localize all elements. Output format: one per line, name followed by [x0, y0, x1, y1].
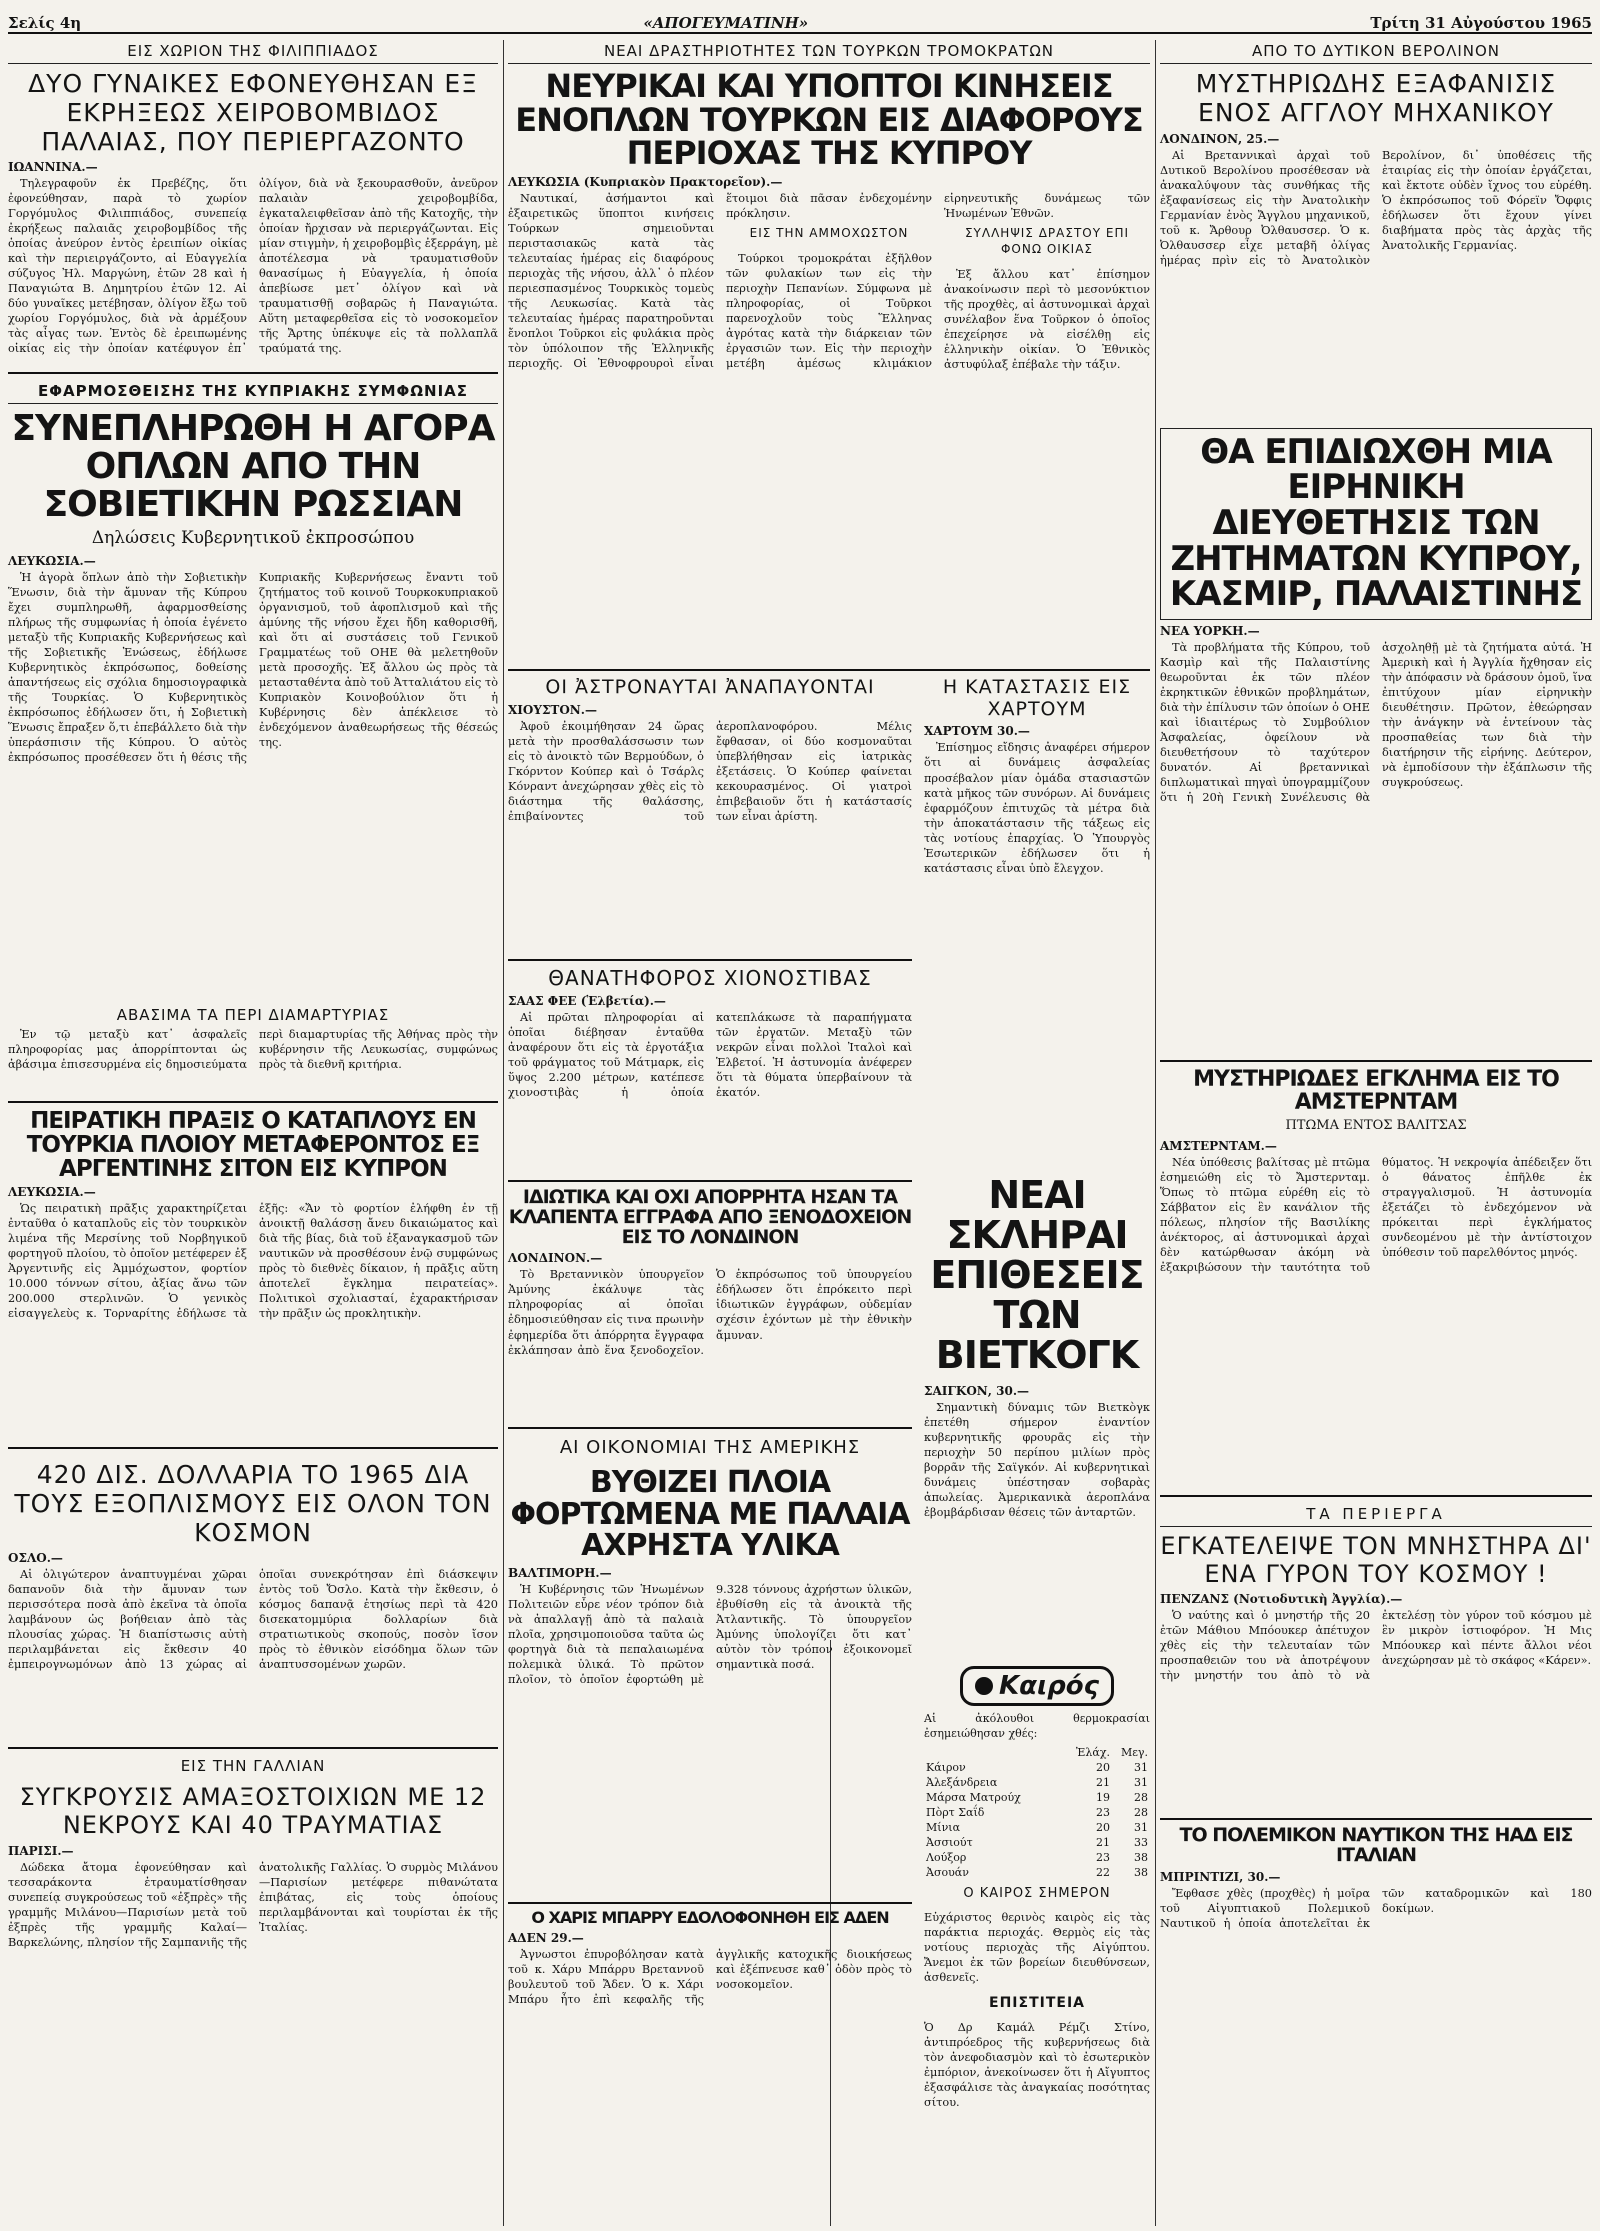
article-headline: ΕΓΚΑΤΕΛΕΙΨΕ ΤΟΝ ΜΝΗΣΤΗΡΑ ΔΙ' ΕΝΑ ΓΥΡΟΝ ΤΟΥ ΚΟΣΜΟΥ !: [1160, 1532, 1592, 1588]
dateline: ΛΕΥΚΩΣΙΑ (Κυπριακὸν Πρακτορεῖον).—: [508, 174, 783, 189]
table-row: Κάιρον 20 31: [926, 1761, 1148, 1775]
dateline: ΧΙΟΥΣΤΟΝ.—: [508, 702, 597, 717]
weather-today: Εὐχάριστος θερινὸς καιρὸς εἰς τὰς παράκτια περιοχάς. Θερμὸς εἰς τὰς νοτίους περιοχὰς τῆς Αἰγύπτου. Ἄνεμοι ἐκ τῶν βορείων διευθύνσεων, ἀσθενεῖς.: [924, 1911, 1150, 1985]
issue-date: Τρίτη 31 Αὐγούστου 1965: [1370, 14, 1592, 32]
article-body: Ὁ ναύτης καὶ ὁ μνηστήρ τῆς 20 ἐτῶν Μάθιου Μπόουκερ ἀπέτυχον χθὲς εἰς τὴν τελευταίαν τῶν προσπαθειῶν του νὰ ἀποτρέψουν τὴν μνηστήν του ἀπὸ τὸ νὰ ἐκτελέσῃ τὸν γύρον τοῦ κόσμου μὲ ἓν μικρὸν ἱστιοφόρον. Ἡ Μις Μπόουκερ καὶ πέντε ἄλλοι νέοι ἀνεχώρησαν μὲ τὸ σκάφος «Κάρεν».: [1160, 1609, 1592, 1683]
article-body: Ὁ Δρ Καμάλ Ρέμζι Στίνο, ἀντιπρόεδρος τῆς κυβερνήσεως διὰ τὸν ἀνεφοδιασμὸν καὶ τὸ ἐσωτερικὸν ἐμπόριον, ἀνεκοίνωσεν ὅτι ἡ Αἴγυπτος ἐξασφάλισε τὰς ἀναγκαίας ποσότητας σίτου.: [924, 2021, 1150, 2110]
center-column: [508, 40, 1150, 2110]
article-headline: Ο ΧΑΡΙΣ ΜΠΑΡΡΥ ΕΔΟΛΟΦΟΝΗΘΗ ΕΙΣ ΑΔΕΝ: [531, 1907, 889, 1927]
article-body: Αἱ ὀλιγώτερον ἀναπτυγμέναι χῶραι δαπανοῦν διὰ τὴν ἄμυναν των περισσότερα ποσὰ ἀπὸ ἐκεῖνα τὰ ὁποῖα λαμβάνουν ὡς βοήθειαν ἀπὸ τὰς πλουσίας χώρας. Ἡ διαπίστωσις αὐτὴ περιλαμβάνεται εἰς ἔκθεσιν 40 ἐμπειρογνωμόνων ἀπὸ 13 χώρας αἱ ὁποῖαι συνεκρότησαν ἐπὶ διάσκεψιν ἐντὸς τοῦ Ὄσλο. Κατὰ τὴν ἔκθεσιν, ὁ κόσμος δαπανᾷ ἐτησίως περὶ τὰ 420 δισεκατομμύρια δολλαρίων διὰ στρατιωτικοὺς σκοπούς, ποσὸν ἴσον πρὸς τὸ ἐθνικὸν εἰσόδημα ὅλων τῶν ἀναπτυσσομένων χωρῶν.: [8, 1568, 498, 1672]
article-body: Ἔφθασε χθὲς (προχθὲς) ἡ μοῖρα τοῦ Αἰγυπτιακοῦ Πολεμικοῦ Ναυτικοῦ ἡ ὁποία ἀποτελεῖται ἐκ τῶν καταδρομικῶν καὶ 180 δοκίμων.: [1160, 1887, 1592, 1931]
article-kicker: ΕΠΙΣΤΙΤΕΙΑ: [989, 1995, 1085, 2012]
dateline: ΧΑΡΤΟΥΜ 30.—: [924, 724, 1030, 739]
dateline: ΠΑΡΙΣΙ.—: [8, 1843, 74, 1858]
dateline: ΑΔΕΝ 29.—: [508, 1930, 584, 1945]
dateline: ΛΟΝΔΙΝΟΝ, 25.—: [1160, 131, 1280, 146]
table-row: Ἀσουάν 22 38: [926, 1866, 1148, 1880]
right-column: [1160, 40, 1592, 1966]
dateline: ΛΟΝΔΙΝΟΝ.—: [508, 1251, 603, 1266]
article-kicker: ΕΙΣ ΤΗΝ ΑΜΜΟΧΩΣΤΟΝ: [749, 225, 909, 240]
article-body: Νέα ὑπόθεσις βαλίτσας μὲ πτῶμα ἐσημειώθη εἰς τὸ Ἄμστερνταμ. Ὅπως τὸ πτῶμα εὑρέθη εἰς τὸ Σάββατον εἰς ἓν κανάλιον τῆς πόλεως, πλησίον τῆς Βασιλίκης ἀνέκτορος, αἱ ἀστυνομικαὶ ἀρχαὶ δὲν κατώρθωσαν ἀκόμη νὰ ἐξακριβώσουν τὴν ταυτότητα τοῦ θύματος. Ἡ νεκροψία ἀπέδειξεν ὅτι ὁ θάνατος ἐπῆλθε ἐκ στραγγαλισμοῦ. Ἡ ἀστυνομία ἐξετάζει τὸ ἐνδεχόμενον νὰ πρόκειται περὶ ἐγκλήματος συνδεομένου μὲ τὴν ἀντίστοιχον ὑπόθεσιν τοῦ παρελθόντος μηνός.: [1160, 1156, 1592, 1275]
dateline: ΒΑΛΤΙΜΟΡΗ.—: [508, 1565, 612, 1580]
article-headline: Η ΚΑΤΑΣΤΑΣΙΣ ΕΙΣ ΧΑΡΤΟΥΜ: [942, 675, 1132, 720]
article-headline: ΣΥΓΚΡΟΥΣΙΣ ΑΜΑΞΟΣΤΟΙΧΙΩΝ ΜΕ 12 ΝΕΚΡΟΥΣ ΚΑΙ 40 ΤΡΑΥΜΑΤΙΑΣ: [19, 1783, 487, 1839]
article-body: Ὡς πειρατικὴ πρᾶξις χαρακτηρίζεται ἐνταῦθα ὁ καταπλοῦς εἰς τὸν τουρκικὸν λιμένα τῆς Μερσίνης τοῦ Νορβηγικοῦ φορτηγοῦ πλοίου, τὸ ὁποῖον μετέφερεν ἐξ Ἀργεντινῆς εἰς Ἀμμόχωστον, φορτίον 10.000 τόννων σίτου, ἀξίας ἄνω τῶν 200.000 στερλινῶν. Ὁ γενικὸς εἰσαγγελεὺς κ. Τορναρίτης ἐδήλωσε τὰ ἑξῆς: «Ἄν τὸ φορτίον ἐλήφθη ἐν τῇ ἀνοικτῇ θαλάσσῃ ἄνευ δικαιώματος καὶ διὰ τῆς βίας, διὰ τοῦ ἐξαναγκασμοῦ τῶν ναυτικῶν νὰ προσθέσουν ἐνῷ συμφώνως πρὸς τὸ διεθνὲς δίκαιον, ἡ πρᾶξις αὕτη ἀποτελεῖ ἔγκλημα πειρατείας». Πολιτικοὶ σχολιασταί, ἐχαρακτήρισαν τὴν πρᾶξιν ὡς προκλητικὴν.: [8, 1202, 498, 1321]
article-body: Αἱ πρῶται πληροφορίαι αἱ ὁποῖαι διέβησαν ἐνταῦθα ἀναφέρουν ὅτι εἰς τὰ ἐργοτάξια τοῦ φράγματος τοῦ Μάτμαρκ, εἰς ὕψος 2.200 μέτρων, κατέπεσε χιονοστιβὰς ἡ ὁποία κατεπλάκωσε τὰ παραπήγματα τῶν ἐργατῶν. Μεταξὺ τῶν νεκρῶν εἶναι πολλοὶ Ἰταλοὶ καὶ Ἑλβετοί. Ἡ ἀστυνομία ἀνέφερεν ὅτι τὰ θύματα ὑπερβαίνουν τὰ ἑκατόν.: [508, 1010, 912, 1099]
article-headline: ΘΑΝΑΤΗΦΟΡΟΣ ΧΙΟΝΟΣΤΙΒΑΣ: [548, 965, 872, 990]
dateline: ΠΕΝΖΑΝΣ (Νοτιοδυτικὴ Ἀγγλία).—: [1160, 1592, 1403, 1607]
weather-today-title: Ο ΚΑΙΡΟΣ ΣΗΜΕΡΟΝ: [963, 1886, 1111, 1902]
article-headline: ΒΥΘΙΖΕΙ ΠΛΟΙΑ ΦΟΡΤΩΜΕΝΑ ΜΕ ΠΑΛΑΙΑ ΑΧΡΗΣΤΑ ΥΛΙΚΑ: [510, 1465, 910, 1564]
masthead: [8, 6, 1592, 34]
column-rule: [503, 40, 504, 2226]
article-body: Αἱ Βρεταννικαὶ ἀρχαὶ τοῦ Δυτικοῦ Βερολίνου προσέθεσαν νὰ ἀνακαλύψουν τὰς συνθήκας τῆς ἐξαφανίσεως εἰς τὴν Ἀνατολικὴν Γερμανίαν ἑνὸς Ἄγγλου μηχανικοῦ, τοῦ κ. Ἄρθουρ Ὀλθαυσσερ. Ὁ κ. Ὀλθαυσσερ εἶχε μεταβῆ ὀλίγας ἡμέρας πρὶν εἰς τὸ Ἀνατολικὸν Βερολίνον, δι᾽ ὑποθέσεις τῆς ἑταιρίας εἰς τὴν ὁποίαν ἐργάζεται, καὶ ἔκτοτε οὐδὲν ἴχνος του εὑρέθη. Ὁ ἐκπρόσωπος τοῦ Φόρεϊν Ὄφφις ἐδήλωσεν ὅτι ἔχουν γίνει διαβήματα πρὸς τὰς ἀρχὰς τῆς Ἀνατολικῆς Γερμανίας.: [1160, 148, 1592, 267]
dateline: ΙΩΑΝΝΙΝΑ.—: [8, 160, 98, 175]
sun-icon: [975, 1677, 993, 1695]
article-headline: ΝΕΥΡΙΚΑΙ ΚΑΙ ΥΠΟΠΤΟΙ ΚΙΝΗΣΕΙΣ ΕΝΟΠΛΩΝ ΤΟΥΡΚΩΝ ΕΙΣ ΔΙΑΦΟΡΟΥΣ ΠΕΡΙΟΧΑΣ ΤΗΣ ΚΥΠΡΟΥ: [515, 67, 1143, 173]
table-row: Μίνια 20 31: [926, 1821, 1148, 1835]
article-kicker: ΕΙΣ ΤΗΝ ΓΑΛΛΙΑΝ: [180, 1757, 326, 1776]
article-kicker: ΝΕΑΙ ΔΡΑΣΤΗΡΙΟΤΗΤΕΣ ΤΩΝ ΤΟΥΡΚΩΝ ΤΡΟΜΟΚΡΑΤΩΝ: [508, 40, 1150, 64]
weather-intro: Αἱ ἀκόλουθοι θερμοκρασίαι ἐσημειώθησαν χθές:: [924, 1711, 1150, 1740]
newspaper-name: «ΑΠΟΓΕΥΜΑΤΙΝΗ»: [643, 14, 809, 32]
article-body: Ἐπίσημος εἴδησις ἀναφέρει σήμερον ὅτι αἱ δυνάμεις ἀσφαλείας προσέβαλον μίαν ὁμάδα στασιαστῶν κατὰ μῆκος τῶν συνόρων. Αἱ δυνάμεις ἐφαρμόζουν ἐπιτυχῶς τὰ μέτρα διὰ τὴν ἀποκατάστασιν τῆς τάξεως εἰς τὰς νοτίους ἐπαρχίας. Ὁ Ὑπουργὸς Ἐσωτερικῶν ἐδήλωσεν ὅτι ἡ κατάστασις εἶναι ὑπὸ ἔλεγχον.: [924, 741, 1150, 875]
article-body: Δώδεκα ἄτομα ἐφονεύθησαν καὶ τεσσαράκοντα ἐτραυματίσθησαν συνεπείᾳ συγκρούσεως τοῦ «ἐξπρὲς» τῆς γραμμῆς Μιλάνου—Παρισίων μετὰ τοῦ ἐξπρὲς τῆς γραμμῆς Καλαί—Βαρκελώνης, πλησίον τῆς Σαμπανιῆς τῆς ἀνατολικῆς Γαλλίας. Ὁ συρμὸς Μιλάνου—Παρισίων μετέφερε πιθανώτατα ἐπιβάτας, εἰς τοὺς ὁποίους περιλαμβάνονται καὶ τουρίσται ἐκ τῆς Ἰταλίας.: [8, 1860, 498, 1949]
article-headline: ΜΥΣΤΗΡΙΩΔΕΣ ΕΓΚΛΗΜΑ ΕΙΣ ΤΟ ΑΜΣΤΕΡΝΤΑΜ: [1193, 1066, 1559, 1116]
page-number: Σελίς 4η: [8, 14, 82, 32]
article-body: Ἀγνωστοι ἐπυροβόλησαν κατὰ τοῦ κ. Χάρυ Μπάρρυ Βρεταννοῦ βουλευτοῦ τοῦ Ἄδεν. Ὁ κ. Χάρι Μπάρυ ἦτο ἐπὶ κεφαλῆς τῆς ἀγγλικῆς κατοχικῆς διοικήσεως καὶ ἐξέπνευσε καθ᾽ ὁδὸν πρὸς τὸ νοσοκομεῖον.: [508, 1947, 912, 2006]
article-subheadline: ΠΤΩΜΑ ΕΝΤΟΣ ΒΑΛΙΤΣΑΣ: [1285, 1118, 1467, 1134]
article-body: Ἀφοῦ ἐκοιμήθησαν 24 ὥρας μετὰ τὴν προσθαλάσσωσιν των εἰς τὸ ἀνοικτὸ τῶν Βερμούδων, ὁ Γκόρντον Κούπερ καὶ ὁ Τσάρλς Κόνραντ ἀνεχώρησαν χθὲς εἰς τὸ διάστημα τῆς θαλάσσης, ἐπιβαίνοντες τοῦ ἀεροπλανοφόρου. Μέλις ἔφθασαν, οἱ δύο κοσμοναῦται ὑπεβλήθησαν εἰς ἰατρικὰς ἐξετάσεις. Ὁ Κούπερ φαίνεται κεκουρασμένος. Οἱ γιατροὶ ἐπιβεβαιοῦν ὅτι ἡ κατάστασίς των εἶναι ἀρίστη.: [508, 719, 912, 823]
table-row: Ἀλεξάνδρεια 21 31: [926, 1776, 1148, 1790]
article-headline: ΘΑ ΕΠΙΔΙΩΧΘΗ ΜΙΑ ΕΙΡΗΝΙΚΗ ΔΙΕΥΘΕΤΗΣΙΣ ΤΩΝ ΖΗΤΗΜΑΤΩΝ ΚΥΠΡΟΥ, ΚΑΣΜΙΡ, ΠΑΛΑΙΣΤΙΝΗΣ: [1169, 431, 1583, 615]
article-body: Τὸ Βρεταννικὸν ὑπουργεῖον Ἀμύνης ἐκάλυψε τὰς πληροφορίας αἱ ὁποῖαι ἐδημοσιεύθησαν εἰς τινα πρωινὴν ἐφημερίδα ὅτι ἀπόρρητα ἔγγραφα ἐκλάπησαν ἀπὸ ἕνα ξενοδοχεῖον. Ὁ ἐκπρόσωπος τοῦ ὑπουργείου ἐδήλωσεν ὅτι ἐπρόκειτο περὶ ἰδιωτικῶν ἐγγράφων, οὐδεμίαν σχέσιν ἐχόντων μὲ τὴν ἐθνικὴν ἄμυναν.: [508, 1268, 912, 1357]
article-headline: ΟΙ ἈΣΤΡΟΝΑΥΤΑΙ ἈΝΑΠΑΥΟΝΤΑΙ: [545, 675, 875, 698]
dateline: ΛΕΥΚΩΣΙΑ.—: [8, 1185, 96, 1200]
article-headline: ΠΕΙΡΑΤΙΚΗ ΠΡΑΞΙΣ Ο ΚΑΤΑΠΛΟΥΣ ΕΝ ΤΟΥΡΚΙΑ ΠΛΟΙΟΥ ΜΕΤΑΦΕΡΟΝΤΟΣ ΕΞ ΑΡΓΕΝΤΙΝΗΣ ΣΙΤΟΝ ΕΙΣ ΚΥΠΡΟΝ: [26, 1107, 480, 1182]
left-column: [8, 40, 498, 2010]
table-row: Μάρσα Ματρούχ 19 28: [926, 1791, 1148, 1805]
article-kicker: ΑΒΑΣΙΜΑ ΤΑ ΠΕΡΙ ΔΙΑΜΑΡΤΥΡΙΑΣ: [116, 1005, 390, 1024]
dateline: ΣΑΑΣ ΦΕΕ (Ἑλβετία).—: [508, 993, 666, 1008]
table-row: Λούξορ 23 38: [926, 1851, 1148, 1865]
article-kicker: ΤΑ ΠΕΡΙΕΡΓΑ: [1160, 1503, 1592, 1527]
column-rule: [1155, 40, 1156, 2226]
article-headline: ΔΥΟ ΓΥΝΑΙΚΕΣ ΕΦΟΝΕΥΘΗΣΑΝ ΕΞ ΕΚΡΗΞΕΩΣ ΧΕΙΡΟΒΟΜΒΙΔΟΣ ΠΑΛΑΙΑΣ, ΠΟΥ ΠΕΡΙΕΡΓΑΖΟΝΤΟ: [28, 69, 478, 156]
dateline: ΛΕΥΚΩΣΙΑ.—: [8, 553, 96, 568]
article-kicker: ΑΠΟ ΤΟ ΔΥΤΙΚΟΝ ΒΕΡΟΛΙΝΟΝ: [1160, 40, 1592, 64]
table-row: Πὸρτ Σαΐδ 23 28: [926, 1806, 1148, 1820]
article-kicker: ΑΙ ΟΙΚΟΝΟΜΙΑΙ ΤΗΣ ΑΜΕΡΙΚΗΣ: [559, 1437, 861, 1459]
article-headline: 420 ΔΙΣ. ΔΟΛΛΑΡΙΑ ΤΟ 1965 ΔΙΑ ΤΟΥΣ ΕΞΟΠΛΙΣΜΟΥΣ ΕΙΣ ΟΛΟΝ ΤΟΝ ΚΟΣΜΟΝ: [14, 1460, 492, 1547]
article-body: Ἡ ἀγορὰ ὅπλων ἀπὸ τὴν Σοβιετικὴν Ἕνωσιν, διὰ τὴν ἄμυναν τῆς Κύπρου ἔχει συμπληρωθῆ, ἀφαρμοσθείσης πλήρως τῆς συμφωνίας ἡ ὁποία ἐγένετο μεταξὺ τῆς Κυπριακῆς Κυβερνήσεως καὶ τῆς Σοβιετικῆς Ἑνώσεως, ἐδήλωσε Κυβερνητικὸς ἐκπρόσωπος, δοθείσης ἀπαντήσεως εἰς σχόλια δημοσιογραφικὰ τῆς Τουρκίας. Ὁ Κυβερνητικὸς ἐκπρόσωπος ἐδήλωσεν ὅτι, ἡ Σοβιετικὴ Ἕνωσις ἔπραξεν ὅ,τι ἐπεβάλλετο διὰ τὴν ὑπεράσπισιν τῆς Κύπρου. Ὁ αὐτὸς ἐκπρόσωπος προσέθεσεν ὅτι ἡ θέσις τῆς Κυπριακῆς Κυβερνήσεως ἔναντι τοῦ ζητήματος τοῦ κοινοῦ Τουρκοκυπριακοῦ ὀργανισμοῦ, τοῦ ἀφοπλισμοῦ καὶ τῆς ἀμύνης τῆς νήσου ἔχει ἤδη καθορισθῆ, καὶ ὅτι αἱ συστάσεις τοῦ Γενικοῦ Γραμματέως τοῦ ΟΗΕ θὰ μελετηθοῦν μετὰ προσοχῆς. Ἐξ ἄλλου ὡς πρὸς τὰ μετασταθέντα ἀπὸ τοῦ Ἀτταλιάτου εἰς τὸ Κυπριακὸν Κοινοβούλιον ὅτι ἡ Κυβέρνησις δὲν ἀπέκλεισε τὸ ἐνδεχόμενον ἀναθεωρήσεως τῆς θέσεώς της.: [8, 570, 498, 764]
dateline: ΜΠΡΙΝΤΙΖΙ, 30.—: [1160, 1870, 1281, 1885]
article-kicker: ΣΥΛΛΗΨΙΣ ΔΡΑΣΤΟΥ ΕΠΙ ΦΟΝΩ ΟΙΚΙΑΣ: [964, 225, 1130, 256]
dateline: ΟΣΛΟ.—: [8, 1551, 63, 1566]
article-body: Σημαντικὴ δύναμις τῶν Βιετκὸγκ ἐπετέθη σήμερον ἐναντίον κυβερνητικῆς φρουρᾶς εἰς τὴν περιοχὴν 50 περίπου μιλίων πρὸς βορρᾶν τῆς Σαϊγκόν. Αἱ κυβερνητικαὶ δυνάμεις ὑπέστησαν σοβαρὰς ἀπωλείας. Ἀμερικανικὰ ἀεροπλάνα ἐβομβάρδισαν θέσεις τῶν ἀνταρτῶν.: [924, 1400, 1150, 1520]
article-kicker: ΕΦΑΡΜΟΣΘΕΙΣΗΣ ΤΗΣ ΚΥΠΡΙΑΚΗΣ ΣΥΜΦΩΝΙΑΣ: [8, 380, 498, 404]
article-body: Τηλεγραφοῦν ἐκ Πρεβέζης, ὅτι ἐφονεύθησαν, παρὰ τὸ χωρίον Γοργόμυλος Φιλιππιάδος, συνεπείᾳ ἐκρήξεως παλαιᾶς χειροβομβίδος τῆς ὁποίας ἀνεύρον ἐντὸς ἐρειπίων οἰκίας καὶ τὴν περιειργάζοντο, αἱ Εὐαγγελία σύζυγος Ἠλ. Μαργώνη, ἐτῶν 28 καὶ ἡ Παναγιώτα Β. Δημητρίου ἐτῶν 12. Αἱ δύο γυναῖκες μετέβησαν, ὀλίγον ἔξω τοῦ χωρίου Γοργόμυλος, διὰ νὰ ἀρμέξουν τὰς αἶγας των. Ἐντὸς δὲ ἐρειπωμένης οἰκίας εἰς τὴν ὁποίαν κατέφυγον ἐπ᾽ ὀλίγον, διὰ νὰ ξεκουρασθοῦν, ἀνεῦρον παλαιὰν χειροβομβίδα, ἐγκαταλειφθεῖσαν ἀπὸ τῆς Κατοχῆς, τὴν ὁποίαν ἤρχισαν νὰ περιεργάζωνται. Εἰς μίαν στιγμὴν, ἡ χειροβομβὶς ἐξερράγη, μὲ ἀποτέλεσμα νὰ τραυματισθοῦν θανασίμως ἡ Εὐαγγελία, ἡ ὁποία ἀπεβίωσε μετ᾽ ὀλίγον καὶ νὰ τραυματισθῇ σοβαρῶς ἡ Παναγιώτα. Αὕτη μεταφερθεῖσα εἰς τὸ νοσοκομεῖον τῆς Ἄρτης ὑπέκυψε εἰς τὰ πολλαπλᾶ τραύματά της.: [8, 177, 498, 356]
article-headline: ΙΔΙΩΤΙΚΑ ΚΑΙ ΟΧΙ ΑΠΟΡΡΗΤΑ ΗΣΑΝ ΤΑ ΚΛΑΠΕΝΤΑ ΕΓΓΡΑΦΑ ΑΠΟ ΞΕΝΟΔΟΧΕΙΟΝ ΕΙΣ ΤΟ ΛΟΝΔΙΝΟΝ: [508, 1185, 912, 1248]
weather-logo: Καιρός: [960, 1666, 1114, 1706]
table-header: Ἐλάχ. Μεγ.: [1076, 1746, 1148, 1760]
article-body: Ἡ Κυβέρνησις τῶν Ἡνωμένων Πολιτειῶν εὗρε νέον τρόπον διὰ νὰ ἀπαλλαγῇ ἀπὸ τὰ παλαιὰ πλοῖα, χρησιμοποιοῦσα ταῦτα ὡς φορτηγὰ διὰ τὰ πεπαλαιωμένα πολεμικὰ ὑλικά. Τὸ πρῶτον πλοῖον, τὸ ὁποῖον ἐφορτώθη μὲ 9.328 τόννους ἀχρήστων ὑλικῶν, ἐβυθίσθη εἰς τὰ ἀνοικτὰ τῆς Ἀτλαντικῆς. Τὸ ὑπουργεῖον Ἀμύνης ὑπολογίζει ὅτι κατ᾽ αὐτὸν τὸν τρόπον ἐξοικονομεῖ σημαντικὰ ποσά.: [508, 1582, 912, 1687]
dateline: ΑΜΣΤΕΡΝΤΑΜ.—: [1160, 1139, 1277, 1154]
weather-table: [924, 1745, 1150, 1880]
article-body: Ἐν τῷ μεταξὺ κατ᾽ ἀσφαλεῖς πληροφορίας μας ἀπορρίπτονται ὡς ἀβάσιμα ἐπισεσυρμένα εἰς δημοσιεύματα περὶ διαμαρτυρίας τῆς Ἀθήνας πρὸς τὴν κυβέρνησιν τῆς Λευκωσίας, συμφώνως πρὸς τὰ διεθνῆ κριτήρια.: [8, 1027, 498, 1071]
article-headline: ΤΟ ΠΟΛΕΜΙΚΟΝ ΝΑΥΤΙΚΟΝ ΤΗΣ ΗΑΔ ΕΙΣ ΙΤΑΛΙΑΝ: [1179, 1824, 1573, 1867]
dateline: ΣΑΙΓΚΟΝ, 30.—: [924, 1383, 1030, 1398]
article-subheadline: Δηλώσεις Κυβερνητικοῦ ἐκπροσώπου: [91, 527, 415, 548]
article-body: Ναυτικαί, ἀσήμαντοι καὶ ἐξαιρετικῶς ὕποπτοι κινήσεις Τούρκων σημειοῦνται περιστασιακῶς κατὰ τὰς τελευταίας ἡμέρας εἰς διαφόρους περιοχὰς τῆς νήσου, ἀλλ᾽ ὁ πλέον περιεσπασμένος Τουρκικὸς τομεὺς τῆς Λευκωσίας. Κατὰ τὰς τελευταίας ἡμέρας παρατηροῦνται ἔνοπλοι Τοῦρκοι εἰς φυλάκια πρὸς τὸν ὑπόλοιπον τῆς Ἑλληνικῆς περιοχῆς. Οἱ Ἐθνοφρουροὶ εἶναι ἕτοιμοι διὰ πᾶσαν ἐνδεχομένην πρόκλησιν. ΕΙΣ ΤΗΝ ΑΜΜΟΧΩΣΤΟΝ Τούρκοι τρομοκράται ἐξῆλθον τῶν φυλακίων των εἰς τὴν περιοχὴν Πεπανίων. Σύμφωνα μὲ πληροφορίας, οἱ Τοῦρκοι παρενοχλοῦν τοὺς Ἕλληνας ἀγρότας κατὰ τὴν διάρκειαν τῶν ἐργασιῶν των. Εἰς τὴν περιοχὴν μετέβη ἀμέσως κλιμάκιον εἰρηνευτικῆς δυνάμεως τῶν Ἡνωμένων Ἐθνῶν. ΣΥΛΛΗΨΙΣ ΔΡΑΣΤΟΥ ΕΠΙ ΦΟΝΩ ΟΙΚΙΑΣ Ἐξ ἄλλου κατ᾽ ἐπίσημον ἀνακοίνωσιν περὶ τὸ μεσονύκτιον τῆς προχθὲς, αἱ ἀστυνομικαὶ ἀρχαὶ συνέλαβον ἕνα Τοῦρκον ὁ ὁποῖος ἐπεχείρησε νὰ εἰσέλθῃ εἰς ἑλληνικὴν οἰκίαν. Ὁ Ἐθνικὸς ἀστυφύλαξ ἐπέβαλε τὴν τάξιν.: [508, 191, 1150, 371]
table-row: Ἀσσιούτ 21 33: [926, 1836, 1148, 1850]
article-headline: ΝΕΑΙ ΣΚΛΗΡΑΙ ΕΠΙΘΕΣΕΙΣ ΤΩΝ ΒΙΕΤΚΟΓΚ: [930, 1173, 1144, 1378]
article-headline: ΣΥΝΕΠΛΗΡΩΘΗ Η ΑΓΟΡΑ ΟΠΛΩΝ ΑΠΟ ΤΗΝ ΣΟΒΙΕΤΙΚΗΝ ΡΩΣΣΙΑΝ: [11, 408, 495, 525]
article-kicker: ΕΙΣ ΧΩΡΙΟΝ ΤΗΣ ΦΙΛΙΠΠΙΑΔΟΣ: [8, 40, 498, 64]
dateline: ΝΕΑ ΥΟΡΚΗ.—: [1160, 623, 1260, 638]
article-headline: ΜΥΣΤΗΡΙΩΔΗΣ ΕΞΑΦΑΝΙΣΙΣ ΕΝΟΣ ΑΓΓΛΟΥ ΜΗΧΑΝΙΚΟΥ: [1195, 69, 1557, 127]
article-body: Τὰ προβλήματα τῆς Κύπρου, τοῦ Κασμὶρ καὶ τῆς Παλαιστίνης θεωροῦνται ἐκ τῶν πλέον ἐκρηκτικῶν ἐθνικῶν προβλημάτων, διὰ τὴν ἐπίλυσιν τῶν ὁποίων ὁ ΟΗΕ καὶ ἰδιαιτέρως τὸ Συμβούλιον Ἀσφαλείας, ὀφείλουν νὰ διευθετήσουν τὸ ταχύτερον δυνατόν. Αἱ βρεταννικαὶ διπλωματικαὶ πηγαὶ ὑπογραμμίζουν ὅτι ἡ 20ὴ Γενικὴ Συνέλευσις θὰ ἀσχοληθῇ μὲ τὰ ζητήματα αὐτά. Ἡ Ἀμερικὴ καὶ ἡ Ἀγγλία ἤχθησαν εἰς τὴν ἀπόφασιν νὰ δράσουν ὁμοῦ, ἵνα ἐπιτύχουν μίαν εἰρηνικὴν διευθέτησιν. Πρῶτον, ἐθεώρησαν τὴν ἀνάγκην νὰ ἐντείνουν τὰς προσπαθείας των διὰ τὴν διατήρησιν τῆς εἰρήνης. Δεύτερον, νὰ ἐμποδίσουν τὴν ἐξάπλωσιν τῆς συγκρούσεως.: [1160, 640, 1592, 805]
